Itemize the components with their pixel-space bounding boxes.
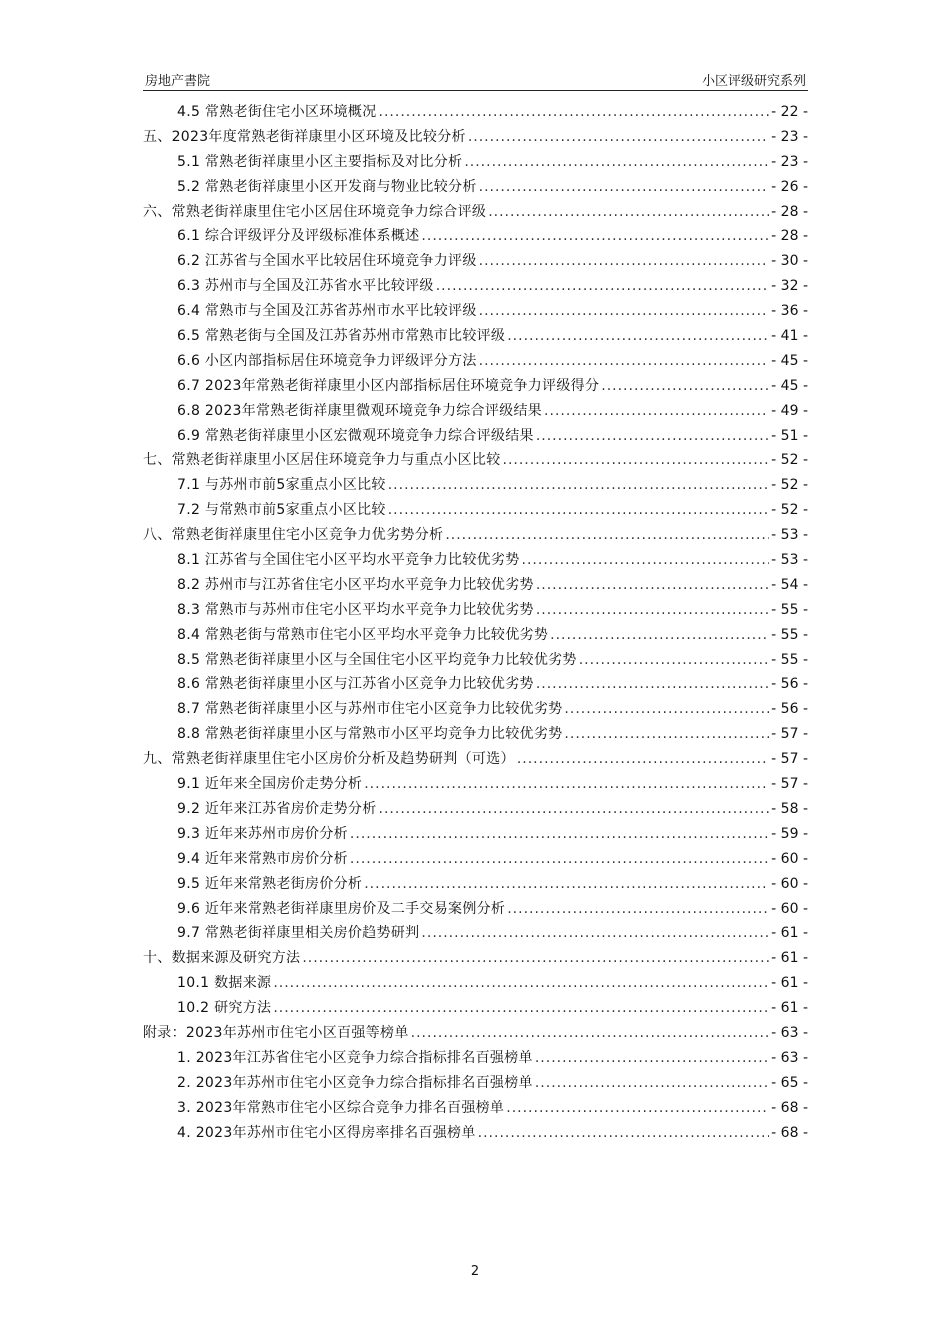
toc-entry[interactable] (143, 473, 808, 498)
toc-leader-dots (506, 1096, 769, 1121)
toc-entry-title: 6.5 常熟老街与全国及江苏省苏州市常熟市比较评级 (177, 328, 506, 345)
toc-entry-title: 5.2 常熟老街祥康里小区开发商与物业比较分析 (177, 178, 477, 195)
toc-entry-title: 4.5 常熟老街住宅小区环境概况 (177, 104, 377, 120)
header-left-text: 房地产書院 (145, 74, 211, 89)
toc-entry[interactable] (143, 697, 808, 722)
toc-entry-page: - 61 - (771, 925, 808, 942)
toc-entry-title: 六、常熟老街祥康里住宅小区居住环境竞争力综合评级 (143, 203, 487, 220)
toc-entry[interactable] (143, 623, 808, 648)
toc-entry-page: - 61 - (771, 950, 808, 967)
toc-entry[interactable] (143, 1046, 808, 1071)
toc-entry[interactable] (143, 324, 808, 349)
toc-entry-title: 七、常熟老街祥康里小区居住环境竞争力与重点小区比较 (143, 452, 501, 469)
toc-entry[interactable] (143, 498, 808, 523)
toc-leader-dots (302, 946, 769, 971)
toc-entry[interactable] (143, 921, 808, 946)
toc-leader-dots (564, 722, 769, 747)
toc-entry-title: 9.6 近年来常熟老街祥康里房价及二手交易案例分析 (177, 900, 506, 917)
toc-leader-dots (507, 324, 769, 349)
toc-entry-title: 五、2023年度常熟老街祥康里小区环境及比较分析 (143, 128, 466, 145)
toc-entry-page: - 49 - (771, 402, 808, 419)
toc-leader-dots (479, 349, 770, 374)
toc-leader-dots (479, 175, 770, 200)
toc-entry-title: 8.8 常熟老街祥康里小区与常熟市小区平均竞争力比较优劣势 (177, 726, 563, 743)
toc-entry-title: 2. 2023年苏州市住宅小区竞争力综合指标排名百强榜单 (177, 1074, 533, 1091)
toc-entry[interactable] (143, 747, 808, 772)
toc-entry[interactable] (143, 946, 808, 971)
toc-entry-title: 1. 2023年江苏省住宅小区竞争力综合指标排名百强榜单 (177, 1049, 533, 1066)
toc-entry[interactable] (143, 971, 808, 996)
toc-entry-page: - 55 - (771, 651, 808, 668)
toc-entry-title: 8.6 常熟老街祥康里小区与江苏省小区竞争力比较优劣势 (177, 676, 534, 693)
toc-leader-dots (550, 623, 769, 648)
toc-entry[interactable] (143, 872, 808, 897)
toc-leader-dots (522, 548, 770, 573)
toc-leader-dots (436, 274, 769, 299)
toc-entry[interactable] (143, 274, 808, 299)
toc-leader-dots (421, 224, 769, 249)
toc-entry[interactable] (143, 399, 808, 424)
toc-leader-dots (479, 299, 770, 324)
toc-entry[interactable] (143, 648, 808, 673)
toc-leader-dots (273, 971, 769, 996)
toc-entry-title: 7.2 与常熟市前5家重点小区比较 (177, 502, 386, 519)
toc-entry[interactable] (143, 349, 808, 374)
page-header (143, 68, 808, 91)
toc-entry-title: 8.2 苏州市与江苏省住宅小区平均水平竞争力比较优劣势 (177, 576, 534, 593)
toc-entry-page: - 23 - (771, 153, 808, 170)
toc-entry[interactable] (143, 200, 808, 225)
toc-leader-dots (488, 200, 769, 225)
toc-leader-dots (379, 100, 770, 125)
toc-entry-title: 10.2 研究方法 (177, 1000, 272, 1017)
toc-entry-title: 6.1 综合评级评分及评级标准体系概述 (177, 228, 420, 245)
toc-entry-page: - 57 - (771, 776, 808, 793)
toc-entry[interactable] (143, 822, 808, 847)
toc-entry[interactable] (143, 797, 808, 822)
page-number: 2 (470, 1264, 480, 1279)
toc-leader-dots (535, 1071, 769, 1096)
toc-leader-dots (479, 249, 770, 274)
toc-entry-page: - 61 - (771, 975, 808, 992)
toc-entry-title: 9.1 近年来全国房价走势分析 (177, 776, 363, 793)
toc-entry-page: - 65 - (771, 1074, 808, 1091)
toc-entry[interactable] (143, 722, 808, 747)
toc-entry[interactable] (143, 224, 808, 249)
toc-entry[interactable] (143, 847, 808, 872)
toc-entry-page: - 52 - (771, 477, 808, 494)
toc-entry-page: - 36 - (771, 303, 808, 320)
toc-leader-dots (536, 424, 769, 449)
toc-entry-title: 8.3 常熟市与苏州市住宅小区平均水平竞争力比较优劣势 (177, 601, 534, 618)
toc-leader-dots (364, 772, 769, 797)
toc-entry-page: - 60 - (771, 875, 808, 892)
toc-leader-dots (364, 872, 769, 897)
toc-entry-title: 6.8 2023年常熟老街祥康里微观环境竞争力综合评级结果 (177, 402, 543, 419)
toc-entry-page: - 56 - (771, 676, 808, 693)
toc-entry-title: 3. 2023年常熟市住宅小区综合竞争力排名百强榜单 (177, 1099, 505, 1116)
toc-entry-page: - 57 - (771, 726, 808, 743)
toc-leader-dots (379, 797, 770, 822)
toc-entry-page: - 68 - (771, 1099, 808, 1116)
toc-entry-page: - 55 - (771, 626, 808, 643)
toc-entry[interactable] (143, 150, 808, 175)
toc-entry-title: 6.9 常熟老街祥康里小区宏微观环境竞争力综合评级结果 (177, 427, 534, 444)
toc-entry-page: - 53 - (771, 527, 808, 544)
toc-entry[interactable] (143, 1071, 808, 1096)
toc-entry[interactable] (143, 448, 808, 473)
toc-leader-dots (388, 473, 769, 498)
toc-entry-title: 8.7 常熟老街祥康里小区与苏州市住宅小区竞争力比较优劣势 (177, 701, 563, 718)
toc-leader-dots (544, 399, 769, 424)
toc-entry[interactable] (143, 424, 808, 449)
toc-entry[interactable] (143, 1021, 808, 1046)
toc-leader-dots (421, 921, 769, 946)
toc-leader-dots (468, 125, 769, 150)
toc-entry[interactable] (143, 1096, 808, 1121)
toc-entry-page: - 51 - (771, 427, 808, 444)
toc-leader-dots (464, 150, 769, 175)
toc-leader-dots (411, 1021, 770, 1046)
toc-entry-title: 5.1 常熟老街祥康里小区主要指标及对比分析 (177, 153, 463, 170)
toc-entry-title: 九、常熟老街祥康里住宅小区房价分析及趋势研判（可选） (143, 751, 515, 768)
toc-entry-page: - 52 - (771, 452, 808, 469)
toc-leader-dots (350, 822, 769, 847)
toc-entry-page: - 28 - (771, 228, 808, 245)
toc-entry-page: - 23 - (771, 128, 808, 145)
toc-entry[interactable] (143, 772, 808, 797)
toc-leader-dots (601, 374, 769, 399)
toc-leader-dots (535, 1046, 769, 1071)
toc-leader-dots (478, 1121, 770, 1146)
toc-entry-title: 9.2 近年来江苏省房价走势分析 (177, 800, 377, 817)
toc-entry-title: 9.4 近年来常熟市房价分析 (177, 850, 348, 867)
toc-leader-dots (564, 697, 769, 722)
toc-entry-page: - 54 - (771, 576, 808, 593)
toc-entry[interactable] (143, 996, 808, 1021)
toc-entry-title: 八、常熟老街祥康里住宅小区竞争力优劣势分析 (143, 527, 444, 544)
toc-entry-page: - 63 - (771, 1024, 808, 1041)
toc-entry-title: 6.6 小区内部指标居住环境竞争力评级评分方法 (177, 352, 477, 369)
toc-entry-title: 9.3 近年来苏州市房价分析 (177, 825, 348, 842)
toc-leader-dots (517, 747, 769, 772)
toc-entry-page: - 22 - (771, 104, 808, 120)
toc-leader-dots (388, 498, 769, 523)
toc-entry-page: - 28 - (771, 203, 808, 220)
toc-entry[interactable] (143, 374, 808, 399)
toc-entry-page: - 45 - (771, 377, 808, 394)
toc-entry-page: - 26 - (771, 178, 808, 195)
toc-entry[interactable] (143, 523, 808, 548)
toc-leader-dots (536, 573, 769, 598)
toc-entry-page: - 32 - (771, 278, 808, 295)
toc-leader-dots (507, 897, 769, 922)
toc-entry-page: - 55 - (771, 601, 808, 618)
toc-entry-title: 8.5 常熟老街祥康里小区与全国住宅小区平均竞争力比较优劣势 (177, 651, 577, 668)
toc-leader-dots (445, 523, 769, 548)
toc-entry-page: - 59 - (771, 825, 808, 842)
toc-entry-page: - 53 - (771, 552, 808, 569)
toc-entry[interactable] (143, 125, 808, 150)
toc-entry-page: - 63 - (771, 1049, 808, 1066)
table-of-contents (143, 100, 808, 1145)
toc-entry[interactable] (143, 175, 808, 200)
toc-entry-title: 7.1 与苏州市前5家重点小区比较 (177, 477, 386, 494)
toc-entry-title: 6.3 苏州市与全国及江苏省水平比较评级 (177, 278, 434, 295)
toc-entry[interactable] (143, 100, 808, 125)
toc-entry-page: - 68 - (771, 1124, 808, 1141)
toc-leader-dots (536, 672, 769, 697)
toc-entry-title: 8.4 常熟老街与常熟市住宅小区平均水平竞争力比较优劣势 (177, 626, 549, 643)
toc-entry[interactable] (143, 1121, 808, 1146)
toc-leader-dots (503, 448, 770, 473)
toc-entry-title: 6.4 常熟市与全国及江苏省苏州市水平比较评级 (177, 303, 477, 320)
toc-entry[interactable] (143, 573, 808, 598)
toc-entry-title: 6.7 2023年常熟老街祥康里小区内部指标居住环境竞争力评级得分 (177, 377, 600, 394)
toc-entry-title: 9.7 常熟老街祥康里相关房价趋势研判 (177, 925, 420, 942)
toc-entry-page: - 57 - (771, 751, 808, 768)
toc-entry-page: - 58 - (771, 800, 808, 817)
toc-entry-page: - 60 - (771, 900, 808, 917)
toc-entry-page: - 30 - (771, 253, 808, 270)
toc-entry-title: 6.2 江苏省与全国水平比较居住环境竞争力评级 (177, 253, 477, 270)
toc-entry[interactable] (143, 548, 808, 573)
toc-entry-title: 8.1 江苏省与全国住宅小区平均水平竞争力比较优劣势 (177, 552, 520, 569)
toc-entry[interactable] (143, 249, 808, 274)
toc-entry-page: - 56 - (771, 701, 808, 718)
toc-leader-dots (273, 996, 769, 1021)
toc-entry-page: - 60 - (771, 850, 808, 867)
toc-entry-title: 10.1 数据来源 (177, 975, 272, 992)
toc-entry-title: 十、数据来源及研究方法 (143, 950, 301, 967)
toc-entry[interactable] (143, 897, 808, 922)
toc-entry-title: 附录：2023年苏州市住宅小区百强等榜单 (143, 1024, 409, 1041)
toc-entry-page: - 52 - (771, 502, 808, 519)
toc-entry-page: - 45 - (771, 352, 808, 369)
toc-leader-dots (536, 598, 769, 623)
toc-leader-dots (579, 648, 769, 673)
toc-entry-title: 9.5 近年来常熟老街房价分析 (177, 875, 363, 892)
toc-entry-page: - 61 - (771, 1000, 808, 1017)
toc-entry-page: - 41 - (771, 328, 808, 345)
toc-entry[interactable] (143, 672, 808, 697)
header-right-text: 小区评级研究系列 (701, 74, 806, 89)
toc-entry[interactable] (143, 598, 808, 623)
toc-entry[interactable] (143, 299, 808, 324)
toc-entry-title: 4. 2023年苏州市住宅小区得房率排名百强榜单 (177, 1124, 476, 1141)
toc-leader-dots (350, 847, 769, 872)
